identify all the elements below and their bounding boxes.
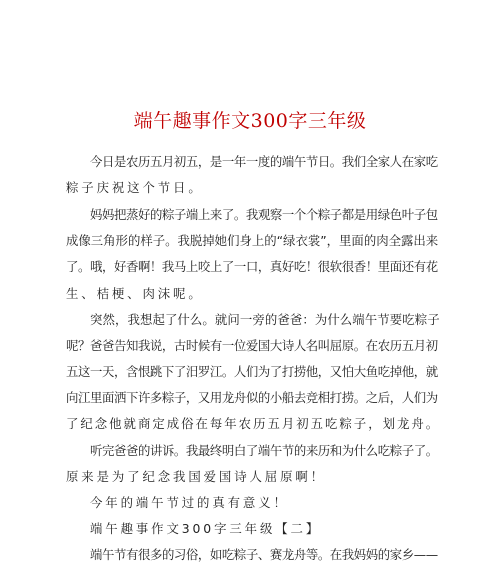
text-line: 了纪念他就商定成俗在每年农历五月初五吃粽子，划龙舟。: [66, 416, 441, 431]
text-line: 生、桔梗、肉沫呢。: [66, 286, 204, 301]
text-line: 呢？爸爸告知我说，古时候有一位爱国大诗人名叫屈原。在农历五月初: [66, 338, 438, 353]
text-line: 妈妈把蒸好的粽子端上来了。我观察一个个粽子都是用绿色叶子包: [90, 207, 438, 222]
text-line: 原来是为了纪念我国爱国诗人屈原啊！: [66, 469, 326, 484]
text-line: 了。哦，好香啊！我马上咬上了一口，真好吃！很软很香！里面还有花: [66, 259, 438, 274]
text-line: 成像三角形的样子。我脱掉她们身上的“绿衣裳”，里面的肉全露出来: [66, 233, 439, 248]
text-line: 粽子庆祝这个节日。: [66, 180, 204, 195]
text-line: 突然，我想起了什么。就问一旁的爸爸：为什么端午节要吃粽子: [90, 312, 440, 327]
text-line: 听完爸爸的讲诉。我最终明白了端午节的来历和为什么吃粽子了。: [90, 443, 438, 458]
text-line: 今日是农历五月初五，是一年一度的端午节日。我们全家人在家吃: [90, 154, 438, 169]
text-line: 今年的端午节过的真有意义！: [90, 495, 289, 510]
text-line: 向江里面洒下许多粽子，又用龙舟似的小船去竞相打捞。之后，人们为: [66, 390, 438, 405]
text-line: 五这一天，含恨跳下了汨罗江。人们为了打捞他，又怕大鱼吃掉他，就: [66, 364, 438, 379]
section-heading: 端午趣事作文300字三年级【二】: [90, 521, 322, 536]
text-line: 端午节有很多的习俗，如吃粽子、赛龙舟等。在我妈妈的家乡——: [90, 547, 438, 562]
document-title: 端午趣事作文300字三年级: [133, 110, 367, 132]
